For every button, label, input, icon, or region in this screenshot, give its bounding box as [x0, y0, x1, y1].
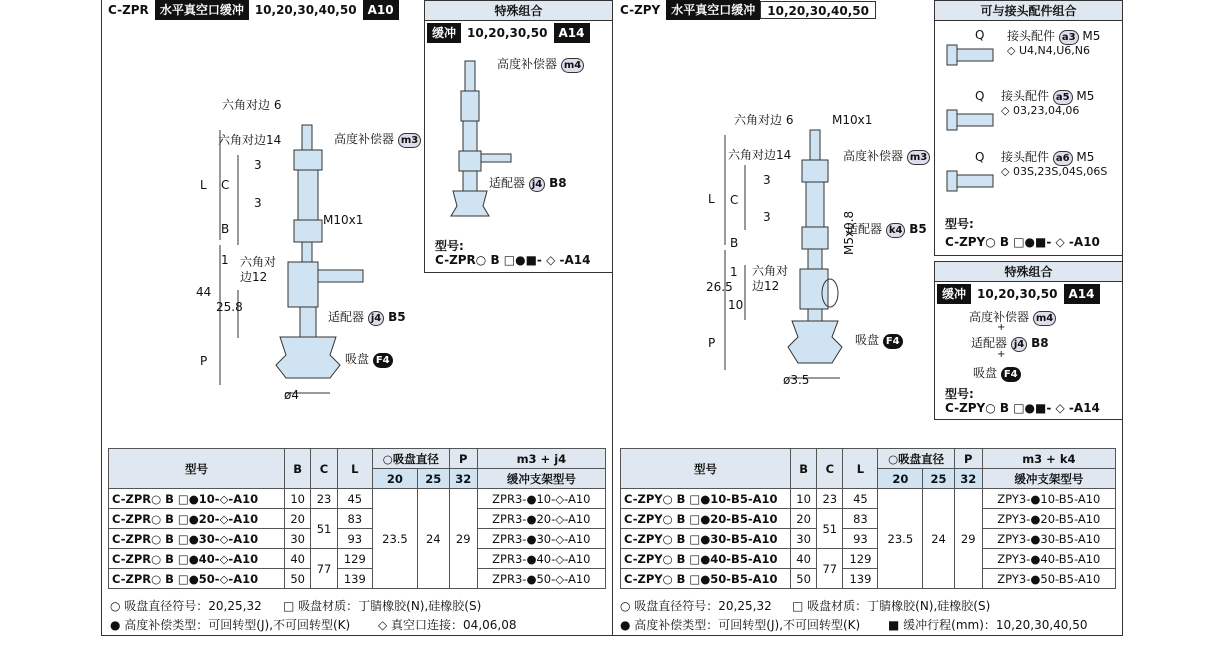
left-dim-258: 25.8	[216, 300, 243, 314]
left-pad-ref: F4	[373, 353, 393, 368]
left-r0-l: 45	[337, 489, 372, 509]
left-note-3: ● 高度补偿类型：可回转型(J),不可回转型(K)	[110, 618, 351, 632]
right-th-d20: 20	[878, 469, 923, 489]
left-title: 水平真空口缓冲	[155, 0, 249, 20]
right-th-d32: 32	[954, 469, 982, 489]
right-special-plus-2: +	[997, 349, 1006, 360]
left-r4-b: 50	[285, 569, 311, 589]
left-r1-c: 51	[311, 509, 337, 549]
left-code: C-ZPR	[102, 1, 155, 19]
left-special-tag: 缓冲	[427, 23, 461, 43]
right-dim-B: B	[730, 236, 739, 250]
right-dim-L: L	[708, 192, 715, 206]
left-r4-l: 139	[337, 569, 372, 589]
left-dim-P: P	[200, 354, 208, 368]
right-note-3: ● 高度补偿类型：可回转型(J),不可回转型(K)	[620, 618, 861, 632]
table-row	[109, 529, 606, 549]
left-special-adapter-code: B8	[549, 176, 567, 190]
fitting-name-1: 接头配件	[1007, 29, 1056, 43]
right-r0-sub: ZPY3-●10-B5-A10	[982, 489, 1115, 509]
left-pad-label: 吸盘	[345, 352, 370, 366]
right-special-adapter	[971, 334, 1049, 352]
right-special-sizes: 10,20,30,50	[971, 285, 1063, 303]
right-pad-label: 吸盘	[855, 333, 880, 347]
right-special-adapter-label: 适配器	[971, 336, 1008, 350]
left-note-2: □ 吸盘材质：丁腈橡胶(N),硅橡胶(S)	[283, 599, 482, 613]
right-th-model: 型号	[621, 449, 791, 489]
left-m10: M10x1	[323, 213, 364, 227]
right-comp-label: 高度补偿器	[843, 149, 904, 163]
right-p20: 23.5	[878, 489, 923, 589]
left-adapter	[328, 308, 406, 326]
right-special-ref: A14	[1064, 284, 1100, 304]
left-th-dia: ○吸盘直径	[372, 449, 449, 469]
fitting-q-1: Q	[975, 28, 985, 42]
fitting-ref-1: a3	[1059, 30, 1079, 45]
left-hex12b: 边12	[240, 270, 268, 284]
right-r3-l: 129	[843, 549, 878, 569]
left-adapter-code: B5	[388, 310, 406, 324]
left-th-p: P	[449, 449, 477, 469]
right-special-model-label: 型号:	[945, 387, 974, 401]
right-r0-model: C-ZPY○ B □●10-B5-A10	[621, 489, 791, 509]
left-ref: A10	[363, 0, 399, 20]
right-p25: 24	[923, 489, 955, 589]
left-special-tagbar	[427, 23, 590, 43]
table-row	[621, 509, 1116, 529]
right-r1-l: 83	[843, 509, 878, 529]
table-row	[109, 549, 606, 569]
left-special-model: C-ZPR○ B □●■- ◇ -A14	[435, 253, 591, 267]
right-r0-c: 23	[817, 489, 843, 509]
left-r0-sub: ZPR3-●10-◇-A10	[477, 489, 605, 509]
right-r2-l: 93	[843, 529, 878, 549]
right-special-comp	[969, 308, 1056, 326]
right-special-pad-ref: F4	[1001, 367, 1021, 382]
right-note-4: ■ 缓冲行程(mm)：10,20,30,40,50	[888, 618, 1088, 632]
left-r0-c: 23	[311, 489, 337, 509]
fittings-model: C-ZPY○ B □●■- ◇ -A10	[945, 235, 1100, 249]
right-dim-C: C	[730, 193, 739, 207]
left-pad	[345, 350, 393, 368]
right-th-c: C	[817, 449, 843, 489]
left-hex12a: 六角对	[240, 255, 277, 269]
right-th-combo-top: m3 + k4	[982, 449, 1115, 469]
fitting-ref-2: a5	[1053, 90, 1073, 105]
left-hex14: 六角对边14	[218, 133, 282, 147]
right-adapter-code: B5	[909, 222, 927, 236]
left-r3-c: 77	[311, 549, 337, 589]
left-sizes: 10,20,30,40,50	[249, 1, 363, 19]
fitting-codes-2: ◇ 03,23,04,06	[1001, 104, 1080, 117]
right-m10: M10x1	[832, 113, 873, 127]
right-hex12a: 六角对	[752, 264, 789, 278]
right-adapter	[846, 220, 927, 238]
right-r1-c: 51	[817, 509, 843, 549]
table-row	[109, 569, 606, 589]
fitting-label-1	[1007, 27, 1100, 45]
right-comp	[843, 147, 930, 165]
right-r3-model: C-ZPY○ B □●40-B5-A10	[621, 549, 791, 569]
fitting-drawing-2	[943, 96, 1003, 141]
right-r2-sub: ZPY3-●30-B5-A10	[982, 529, 1115, 549]
right-dim-P: P	[708, 336, 716, 350]
left-special-title: 特殊组合	[425, 1, 612, 21]
right-comp-ref: m3	[907, 150, 930, 165]
left-r1-b: 20	[285, 509, 311, 529]
right-special-adapter-code: B8	[1031, 336, 1049, 350]
right-m5: M5x0.8	[842, 210, 856, 255]
fitting-thread-3: M5	[1076, 150, 1095, 164]
left-dia: ø4	[284, 388, 299, 402]
right-dim-1: 1	[730, 265, 738, 279]
right-special-pad	[973, 364, 1021, 382]
fitting-label-2	[1001, 87, 1094, 105]
left-r2-model: C-ZPR○ B □●30-◇-A10	[109, 529, 285, 549]
right-title: 水平真空口缓冲	[666, 0, 760, 20]
left-p32: 29	[449, 489, 477, 589]
left-r4-sub: ZPR3-●50-◇-A10	[477, 569, 605, 589]
left-p20: 23.5	[372, 489, 417, 589]
left-special-box	[424, 0, 613, 273]
right-r4-sub: ZPY3-●50-B5-A10	[982, 569, 1115, 589]
right-dim-3a: 3	[763, 173, 771, 187]
left-special-model-label: 型号:	[435, 239, 464, 253]
left-note-1: ○ 吸盘直径符号：20,25,32	[110, 599, 262, 613]
right-dim-265: 26.5	[706, 280, 733, 294]
table-row	[109, 509, 606, 529]
right-note-2: □ 吸盘材质：丁腈橡胶(N),硅橡胶(S)	[792, 599, 991, 613]
left-dim-L: L	[200, 178, 207, 192]
right-th-b: B	[791, 449, 817, 489]
right-r2-b: 30	[791, 529, 817, 549]
left-th-b: B	[285, 449, 311, 489]
fitting-label-3	[1001, 148, 1094, 166]
right-r1-model: C-ZPY○ B □●20-B5-A10	[621, 509, 791, 529]
right-pad-ref: F4	[883, 334, 903, 349]
left-header	[102, 0, 399, 20]
right-p32: 29	[954, 489, 982, 589]
right-special-title: 特殊组合	[935, 262, 1122, 282]
table-row	[621, 529, 1116, 549]
left-r2-sub: ZPR3-●30-◇-A10	[477, 529, 605, 549]
right-th-p: P	[954, 449, 982, 469]
right-adapter-ref: k4	[886, 223, 906, 238]
left-r2-l: 93	[337, 529, 372, 549]
right-r2-model: C-ZPY○ B □●30-B5-A10	[621, 529, 791, 549]
left-dim-3a: 3	[254, 158, 262, 172]
right-r4-l: 139	[843, 569, 878, 589]
left-r3-b: 40	[285, 549, 311, 569]
fitting-drawing-3	[943, 157, 1003, 202]
right-special-plus-1: +	[997, 322, 1006, 333]
table-row	[621, 569, 1116, 589]
left-r0-b: 10	[285, 489, 311, 509]
right-r3-c: 77	[817, 549, 843, 589]
left-special-adapter-ref: j4	[529, 177, 545, 192]
left-table	[108, 448, 606, 589]
left-dim-3b: 3	[254, 196, 262, 210]
right-table	[620, 448, 1116, 589]
fitting-name-2: 接头配件	[1001, 89, 1050, 103]
left-th-l: L	[337, 449, 372, 489]
left-adapter-ref: j4	[368, 311, 384, 326]
right-sizes: 10,20,30,40,50	[760, 1, 876, 19]
left-th-d25: 25	[417, 469, 449, 489]
left-th-combo-top: m3 + j4	[477, 449, 605, 469]
right-special-tagbar	[937, 284, 1100, 304]
left-r0-model: C-ZPR○ B □●10-◇-A10	[109, 489, 285, 509]
right-special-model: C-ZPY○ B □●■- ◇ -A14	[945, 401, 1100, 415]
right-special-comp-ref: m4	[1033, 311, 1056, 326]
right-r1-b: 20	[791, 509, 817, 529]
right-special-box	[934, 261, 1123, 420]
left-r1-l: 83	[337, 509, 372, 529]
left-hex6: 六角对边 6	[222, 98, 282, 112]
right-r0-l: 45	[843, 489, 878, 509]
left-th-combo: 缓冲支架型号	[477, 469, 605, 489]
left-comp	[334, 130, 421, 148]
right-dim-3b: 3	[763, 210, 771, 224]
left-r3-sub: ZPR3-●40-◇-A10	[477, 549, 605, 569]
fittings-title: 可与接头配件组合	[935, 1, 1122, 21]
left-special-adapter	[489, 174, 567, 192]
right-dim-10: 10	[728, 298, 744, 312]
right-r1-sub: ZPY3-●20-B5-A10	[982, 509, 1115, 529]
left-special-ref: A14	[554, 23, 590, 43]
right-adapter-label: 适配器	[846, 222, 883, 236]
right-special-adapter-ref: j4	[1011, 337, 1027, 352]
left-th-d20: 20	[372, 469, 417, 489]
right-th-d25: 25	[923, 469, 955, 489]
right-hex12b: 边12	[752, 279, 780, 293]
fitting-q-2: Q	[975, 89, 985, 103]
left-r4-model: C-ZPR○ B □●50-◇-A10	[109, 569, 285, 589]
right-pad	[855, 331, 903, 349]
left-comp-ref: m3	[398, 133, 421, 148]
fitting-codes-1: ◇ U4,N4,U6,N6	[1007, 44, 1090, 57]
right-r3-b: 40	[791, 549, 817, 569]
right-dia: ø3.5	[783, 373, 810, 387]
table-row	[621, 549, 1116, 569]
left-dim-44: 44	[196, 285, 212, 299]
right-hex14: 六角对边14	[728, 148, 792, 162]
fitting-thread-2: M5	[1076, 89, 1095, 103]
right-hex6: 六角对边 6	[734, 113, 794, 127]
left-special-comp	[497, 55, 584, 73]
left-th-d32: 32	[449, 469, 477, 489]
fitting-q-3: Q	[975, 150, 985, 164]
left-adapter-label: 适配器	[328, 310, 365, 324]
left-special-adapter-label: 适配器	[489, 176, 526, 190]
right-note-1: ○ 吸盘直径符号：20,25,32	[620, 599, 772, 613]
right-r3-sub: ZPY3-●40-B5-A10	[982, 549, 1115, 569]
fitting-name-3: 接头配件	[1001, 150, 1050, 164]
right-r0-b: 10	[791, 489, 817, 509]
left-p25: 24	[417, 489, 449, 589]
table-row	[621, 489, 1116, 509]
fitting-ref-3: a6	[1053, 151, 1073, 166]
left-special-drawing	[445, 56, 545, 226]
left-r1-sub: ZPR3-●20-◇-A10	[477, 509, 605, 529]
table-row	[109, 489, 606, 509]
left-th-model: 型号	[109, 449, 285, 489]
fittings-model-label: 型号:	[945, 217, 974, 231]
right-header	[614, 0, 876, 20]
right-th-l: L	[843, 449, 878, 489]
fitting-drawing-1	[943, 31, 1003, 76]
right-r4-model: C-ZPY○ B □●50-B5-A10	[621, 569, 791, 589]
left-note-4: ◇ 真空口连接：04,06,08	[378, 618, 517, 632]
right-special-tag: 缓冲	[937, 284, 971, 304]
left-dim-C: C	[221, 178, 230, 192]
right-r4-b: 50	[791, 569, 817, 589]
left-special-comp-label: 高度补偿器	[497, 57, 558, 71]
right-th-combo: 缓冲支架型号	[982, 469, 1115, 489]
left-special-comp-ref: m4	[561, 58, 584, 73]
fitting-codes-3: ◇ 03S,23S,04S,06S	[1001, 165, 1108, 178]
left-dim-1: 1	[221, 253, 229, 267]
fittings-box	[934, 0, 1123, 256]
right-th-dia: ○吸盘直径	[878, 449, 954, 469]
right-special-comp-label: 高度补偿器	[969, 310, 1030, 324]
left-th-c: C	[311, 449, 337, 489]
left-r1-model: C-ZPR○ B □●20-◇-A10	[109, 509, 285, 529]
left-dim-B: B	[221, 222, 230, 236]
left-r3-model: C-ZPR○ B □●40-◇-A10	[109, 549, 285, 569]
left-r2-b: 30	[285, 529, 311, 549]
left-comp-label: 高度补偿器	[334, 132, 395, 146]
left-r3-l: 129	[337, 549, 372, 569]
right-special-pad-label: 吸盘	[973, 366, 998, 380]
right-code: C-ZPY	[614, 1, 666, 19]
fitting-thread-1: M5	[1082, 29, 1101, 43]
left-special-sizes: 10,20,30,50	[461, 24, 553, 42]
